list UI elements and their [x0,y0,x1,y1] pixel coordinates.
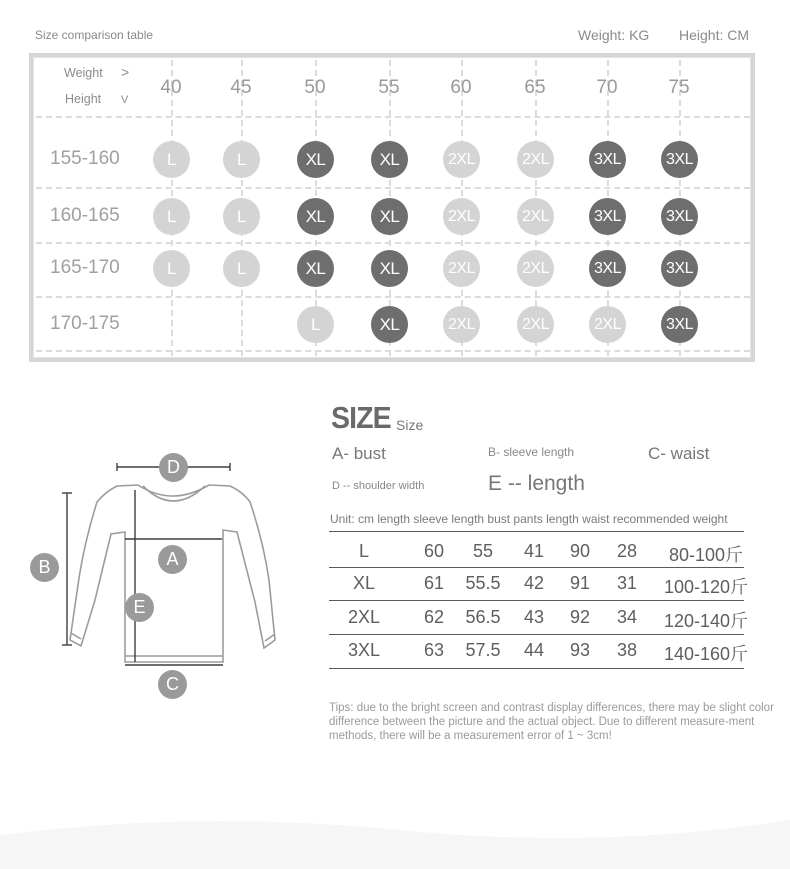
height-arrow-icon: V [121,94,129,106]
table-row-divider [329,668,744,669]
size-badge: 3XL [661,141,698,178]
height-row-label: 160-165 [50,205,120,226]
size-badge: 2XL [517,250,554,287]
grid-row-divider [36,242,750,244]
measure-b-badge: B [30,553,59,582]
table-cell: 44 [523,640,545,660]
weight-column-label: 75 [668,77,690,98]
table-cell: 57.5 [465,640,501,660]
shirt-diagram [25,450,325,700]
table-cell: 92 [569,607,591,627]
size-badge: L [223,250,260,287]
table-cell: 56.5 [465,607,501,627]
table-cell: 62 [423,607,445,627]
table-cell: 38 [616,640,638,660]
size-badge: 2XL [517,306,554,343]
size-badge: L [153,141,190,178]
size-heading: SIZE [331,400,391,435]
size-subheading: Size [396,417,424,433]
legend-c: C- waist [648,444,710,463]
size-badge: 2XL [443,141,480,178]
table-cell: 63 [423,640,445,660]
table-size-cell: XL [352,573,376,593]
legend-b: B- sleeve length [488,445,575,459]
table-cell: 60 [423,541,445,561]
weight-axis-label: Weight [64,66,103,80]
table-cell: 28 [616,541,638,561]
size-badge: 3XL [589,141,626,178]
measure-e-badge: E [125,593,154,622]
size-badge: XL [297,198,334,235]
table-cell: 31 [616,573,638,593]
measure-a-badge: A [158,545,187,574]
table-cell: 100-120斤 [663,577,749,597]
size-badge: L [297,306,334,343]
weight-column-label: 40 [160,77,182,98]
size-badge: 3XL [661,250,698,287]
size-badge: XL [371,250,408,287]
height-row-label: 155-160 [50,148,120,169]
weight-column-label: 45 [230,77,252,98]
table-cell: 120-140斤 [663,611,749,631]
size-badge: XL [371,198,408,235]
grid-row-divider [36,296,750,298]
grid-row-divider [36,187,750,189]
table-size-cell: 2XL [347,607,381,627]
measure-c-badge: C [158,670,187,699]
size-badge: L [223,198,260,235]
size-badge: XL [297,141,334,178]
size-badge: L [153,250,190,287]
height-axis-label: Height [65,92,102,106]
measurement-lines [62,463,230,665]
size-badge: 3XL [589,198,626,235]
size-badge: 3XL [661,306,698,343]
size-badge: 2XL [517,198,554,235]
table-cell: 93 [569,640,591,660]
weight-column-label: 50 [304,77,326,98]
size-badge: 2XL [589,306,626,343]
size-badge: XL [371,141,408,178]
size-badge: L [223,141,260,178]
table-cell: 55.5 [465,573,501,593]
weight-column-label: 65 [524,77,546,98]
grid-row-divider [36,116,750,118]
table-cell: 61 [423,573,445,593]
size-badge: XL [297,250,334,287]
table-row-divider [329,634,744,635]
table-rule [329,531,744,532]
table-cell: 42 [523,573,545,593]
grid-row-divider [36,350,750,352]
table-cell: 140-160斤 [663,644,749,664]
weight-column-label: 70 [596,77,618,98]
table-cell: 80-100斤 [668,545,744,565]
tips-note: Tips: due to the bright screen and contrast display differences, there may be slight color difference between the picture and the actual object. Due to different measure-ment methods, there will be a measurement error of 1 ~ 3cm! [329,702,774,742]
table-cell: 90 [569,541,591,561]
legend-e: E -- length [488,472,585,495]
table-cell: 34 [616,607,638,627]
table-size-cell: 3XL [347,640,381,660]
measure-d-badge: D [159,453,188,482]
chart-title: Size comparison table [35,28,154,42]
table-cell: 41 [523,541,545,561]
table-cell: 91 [569,573,591,593]
table-row-divider [329,567,744,568]
size-badge: 2XL [443,306,480,343]
size-badge: XL [371,306,408,343]
table-cell: 55 [472,541,494,561]
size-badge: 3XL [589,250,626,287]
height-unit: Height: CM [679,27,750,43]
weight-unit: Weight: KG [578,27,650,43]
legend-d: D -- shoulder width [332,480,425,492]
table-row-divider [329,600,744,601]
weight-arrow-icon: > [121,64,130,80]
size-badge: 3XL [661,198,698,235]
legend-a: A- bust [332,444,386,463]
size-badge: L [153,198,190,235]
bottom-wave-decoration [0,790,790,869]
height-row-label: 165-170 [50,257,120,278]
table-cell: 43 [523,607,545,627]
table-size-cell: L [358,541,369,561]
weight-column-label: 55 [378,77,400,98]
size-badge: 2XL [517,141,554,178]
unit-line: Unit: cm length sleeve length bust pants length waist recommended weight [330,512,728,526]
size-badge: 2XL [443,198,480,235]
weight-column-label: 60 [450,77,472,98]
size-badge: 2XL [443,250,480,287]
height-row-label: 170-175 [50,313,120,334]
